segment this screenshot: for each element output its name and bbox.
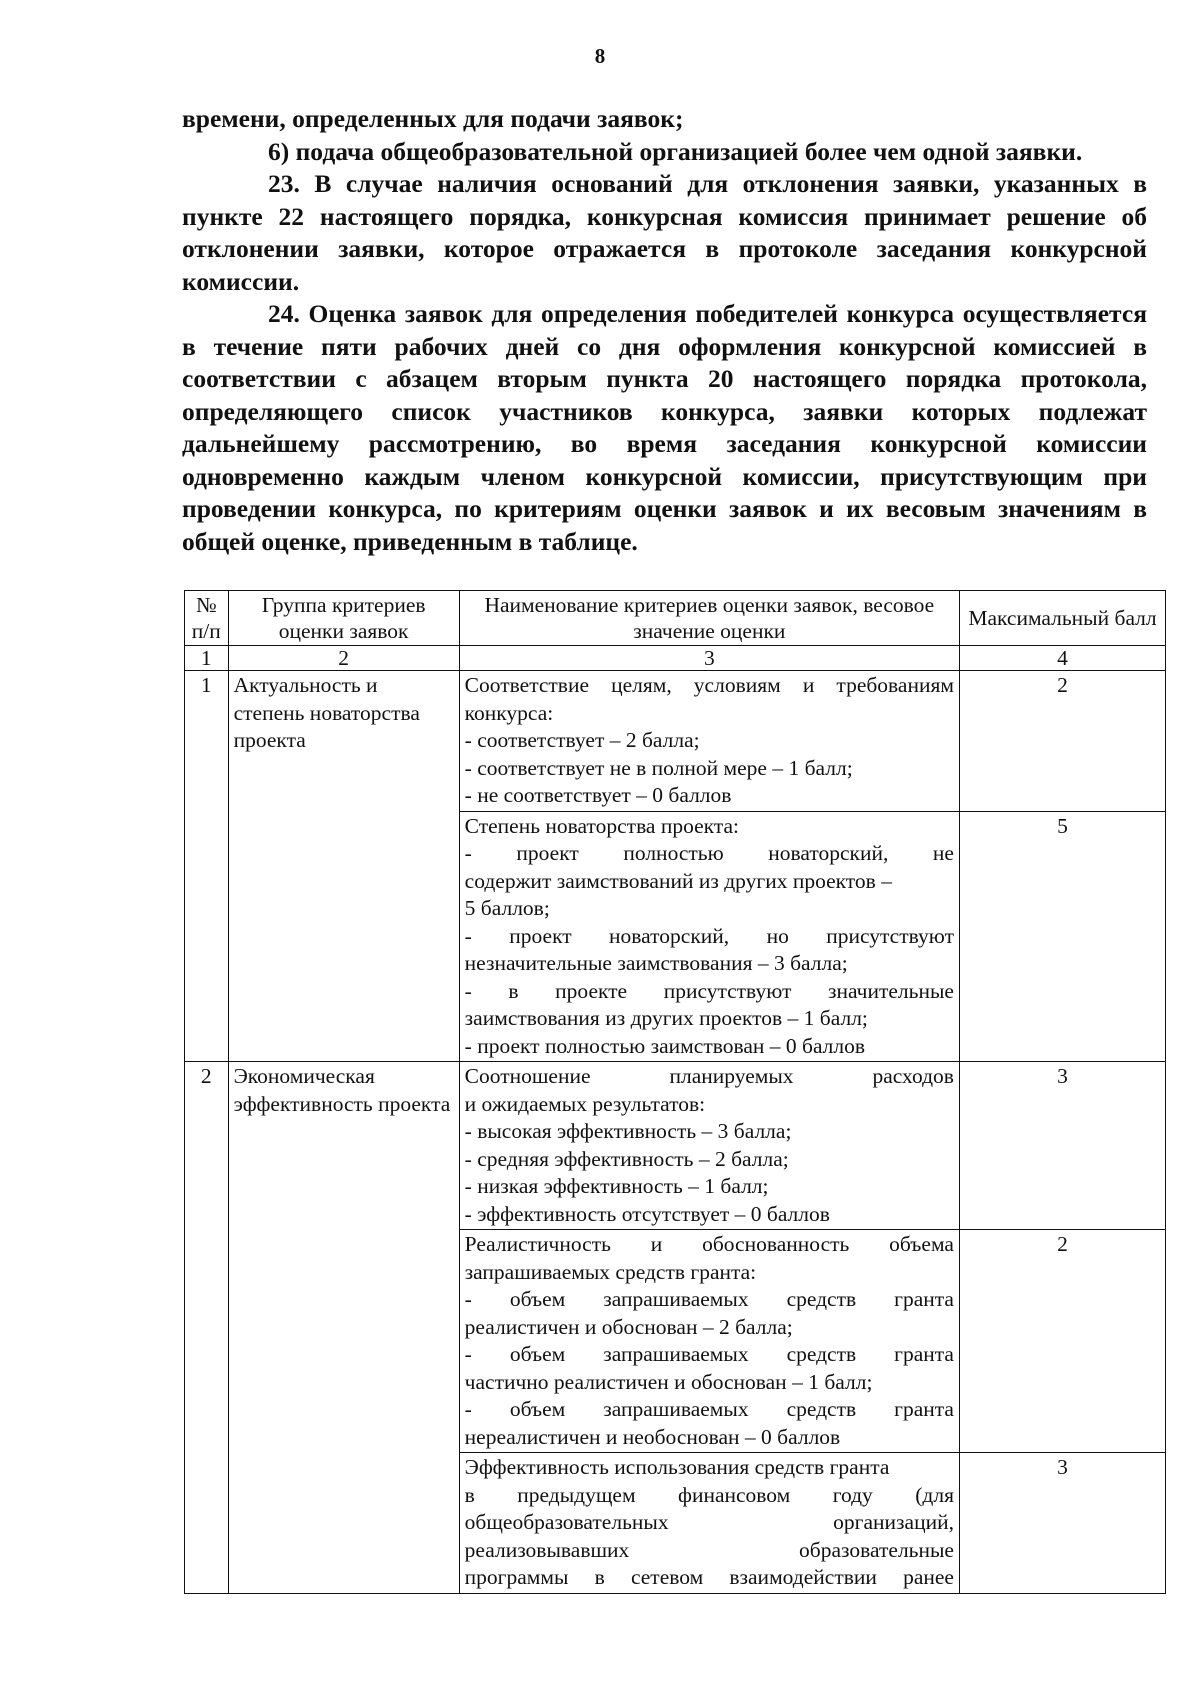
criterion-line: - проект полностью заимствован – 0 баллов (464, 1033, 866, 1058)
header-max-score: Максимальный балл (959, 591, 1165, 646)
criterion-line: - соответствует не в полной мере – 1 балл; (464, 755, 853, 780)
criteria-table (184, 590, 1166, 1594)
criterion-description (459, 1453, 959, 1594)
criterion-line: Эффективность использования средств гранта (464, 1455, 890, 1479)
group-name: Экономическая эффективность проекта (228, 1062, 459, 1594)
criterion-line: реалистичен и обоснован – 2 балла; (464, 1314, 793, 1339)
criterion-line: общеобразовательных организаций, (464, 1510, 954, 1534)
group-number: 2 (185, 1062, 229, 1594)
column-number: 3 (459, 646, 959, 671)
criterion-line: программы в сетевом взаимодействии ранее (464, 1565, 954, 1589)
column-number: 4 (959, 646, 1165, 671)
page-number: 8 (594, 44, 606, 68)
header-group: Группа критериев оценки заявок (228, 591, 459, 646)
criterion-description (459, 1062, 959, 1230)
criterion-line: конкурса: (464, 700, 554, 725)
criterion-line: Соответствие целям, условиям и требованиям (464, 673, 954, 697)
criterion-description (459, 671, 959, 812)
paragraph: времени, определенных для подачи заявок; (182, 104, 684, 133)
criterion-line: заимствования из других проектов – 1 балл; (464, 1006, 868, 1030)
criterion-line: запрашиваемых средств гранта: (464, 1259, 757, 1284)
max-score: 2 (959, 1230, 1165, 1453)
criterion-line: - средняя эффективность – 2 балла; (464, 1146, 789, 1171)
criterion-line: Реалистичность и обоснованность объема (464, 1232, 954, 1256)
max-score: 3 (959, 1453, 1165, 1594)
criterion-line: - эффективность отсутствует – 0 баллов (464, 1201, 830, 1226)
criterion-line: - объем запрашиваемых средств гранта (464, 1342, 954, 1366)
criterion-line: реализовывавших образовательные (464, 1537, 954, 1562)
group-name: Актуальность и степень новаторства проекта (228, 671, 459, 1062)
header-criteria: Наименование критериев оценки заявок, весовое значение оценки (459, 591, 959, 646)
criterion-line: Степень новаторства проекта: (464, 813, 739, 838)
max-score: 5 (959, 811, 1165, 1062)
max-score: 2 (959, 671, 1165, 812)
criterion-line: содержит заимствований из других проектов – (464, 868, 892, 893)
criterion-line: и ожидаемых результатов: (464, 1091, 706, 1116)
criterion-line: - высокая эффективность – 3 балла; (464, 1119, 792, 1143)
criterion-description (459, 811, 959, 1062)
max-score: 3 (959, 1062, 1165, 1230)
criterion-line: незначительные заимствования – 3 балла; (464, 951, 848, 975)
criterion-line: - проект новаторский, но присутствуют (464, 923, 954, 948)
table-header-row (185, 591, 1166, 646)
table-row (185, 1062, 1166, 1230)
column-number-row (185, 646, 1166, 671)
header-num: № п/п (185, 591, 229, 646)
criterion-line: - в проекте присутствуют значительные (464, 978, 954, 1003)
table-body (185, 671, 1166, 1594)
criterion-line: нереалистичен и необоснован – 0 баллов (464, 1424, 841, 1449)
criterion-line: - низкая эффективность – 1 балл; (464, 1174, 769, 1198)
column-number: 2 (228, 646, 459, 671)
column-number: 1 (185, 646, 229, 671)
criterion-line: 5 баллов; (464, 896, 550, 920)
criterion-line: - соответствует – 2 балла; (464, 728, 700, 752)
criterion-line: частично реалистичен и обоснован – 1 балл; (464, 1369, 873, 1394)
criterion-line: - не соответствует – 0 баллов (464, 783, 732, 807)
paragraph: 6) подача общеобразовательной организацией более чем одной заявки. (268, 136, 1083, 166)
table-row (185, 671, 1166, 812)
group-number: 1 (185, 671, 229, 1062)
criterion-line: Соотношение планируемых расходов (464, 1064, 954, 1088)
criterion-line: в предыдущем финансовом году (для (464, 1482, 954, 1507)
paragraph: 24. Оценка заявок для определения победителей конкурса осуществляется в течение пяти рабочих дней со дня оформления конкурсной комиссией в соответствии с абзацем вторым пункта 20 настоящего порядка протокола, определяющего список участников конкурса, заявки которых подлежат дальнейшему рассмотрению, во время заседания конкурсной комиссии одновременно каждым членом конкурсной комиссии, присутствующим при проведении конкурса, по критериям оценки заявок и их весовым значениям в общей оценке, приведенным в таблице. (182, 299, 1147, 556)
criterion-line: - объем запрашиваемых средств гранта (464, 1287, 954, 1311)
criterion-line: - объем запрашиваемых средств гранта (464, 1397, 954, 1421)
paragraph: 23. В случае наличия оснований для отклонения заявки, указанных в пункте 22 настоящего порядка, конкурсная комиссия принимает решение об отклонении заявки, которое отражается в протоколе заседания конкурсной комиссии. (182, 169, 1147, 296)
criterion-description (459, 1230, 959, 1453)
body-text (182, 103, 1147, 558)
criterion-line: - проект полностью новаторский, не (464, 841, 954, 865)
